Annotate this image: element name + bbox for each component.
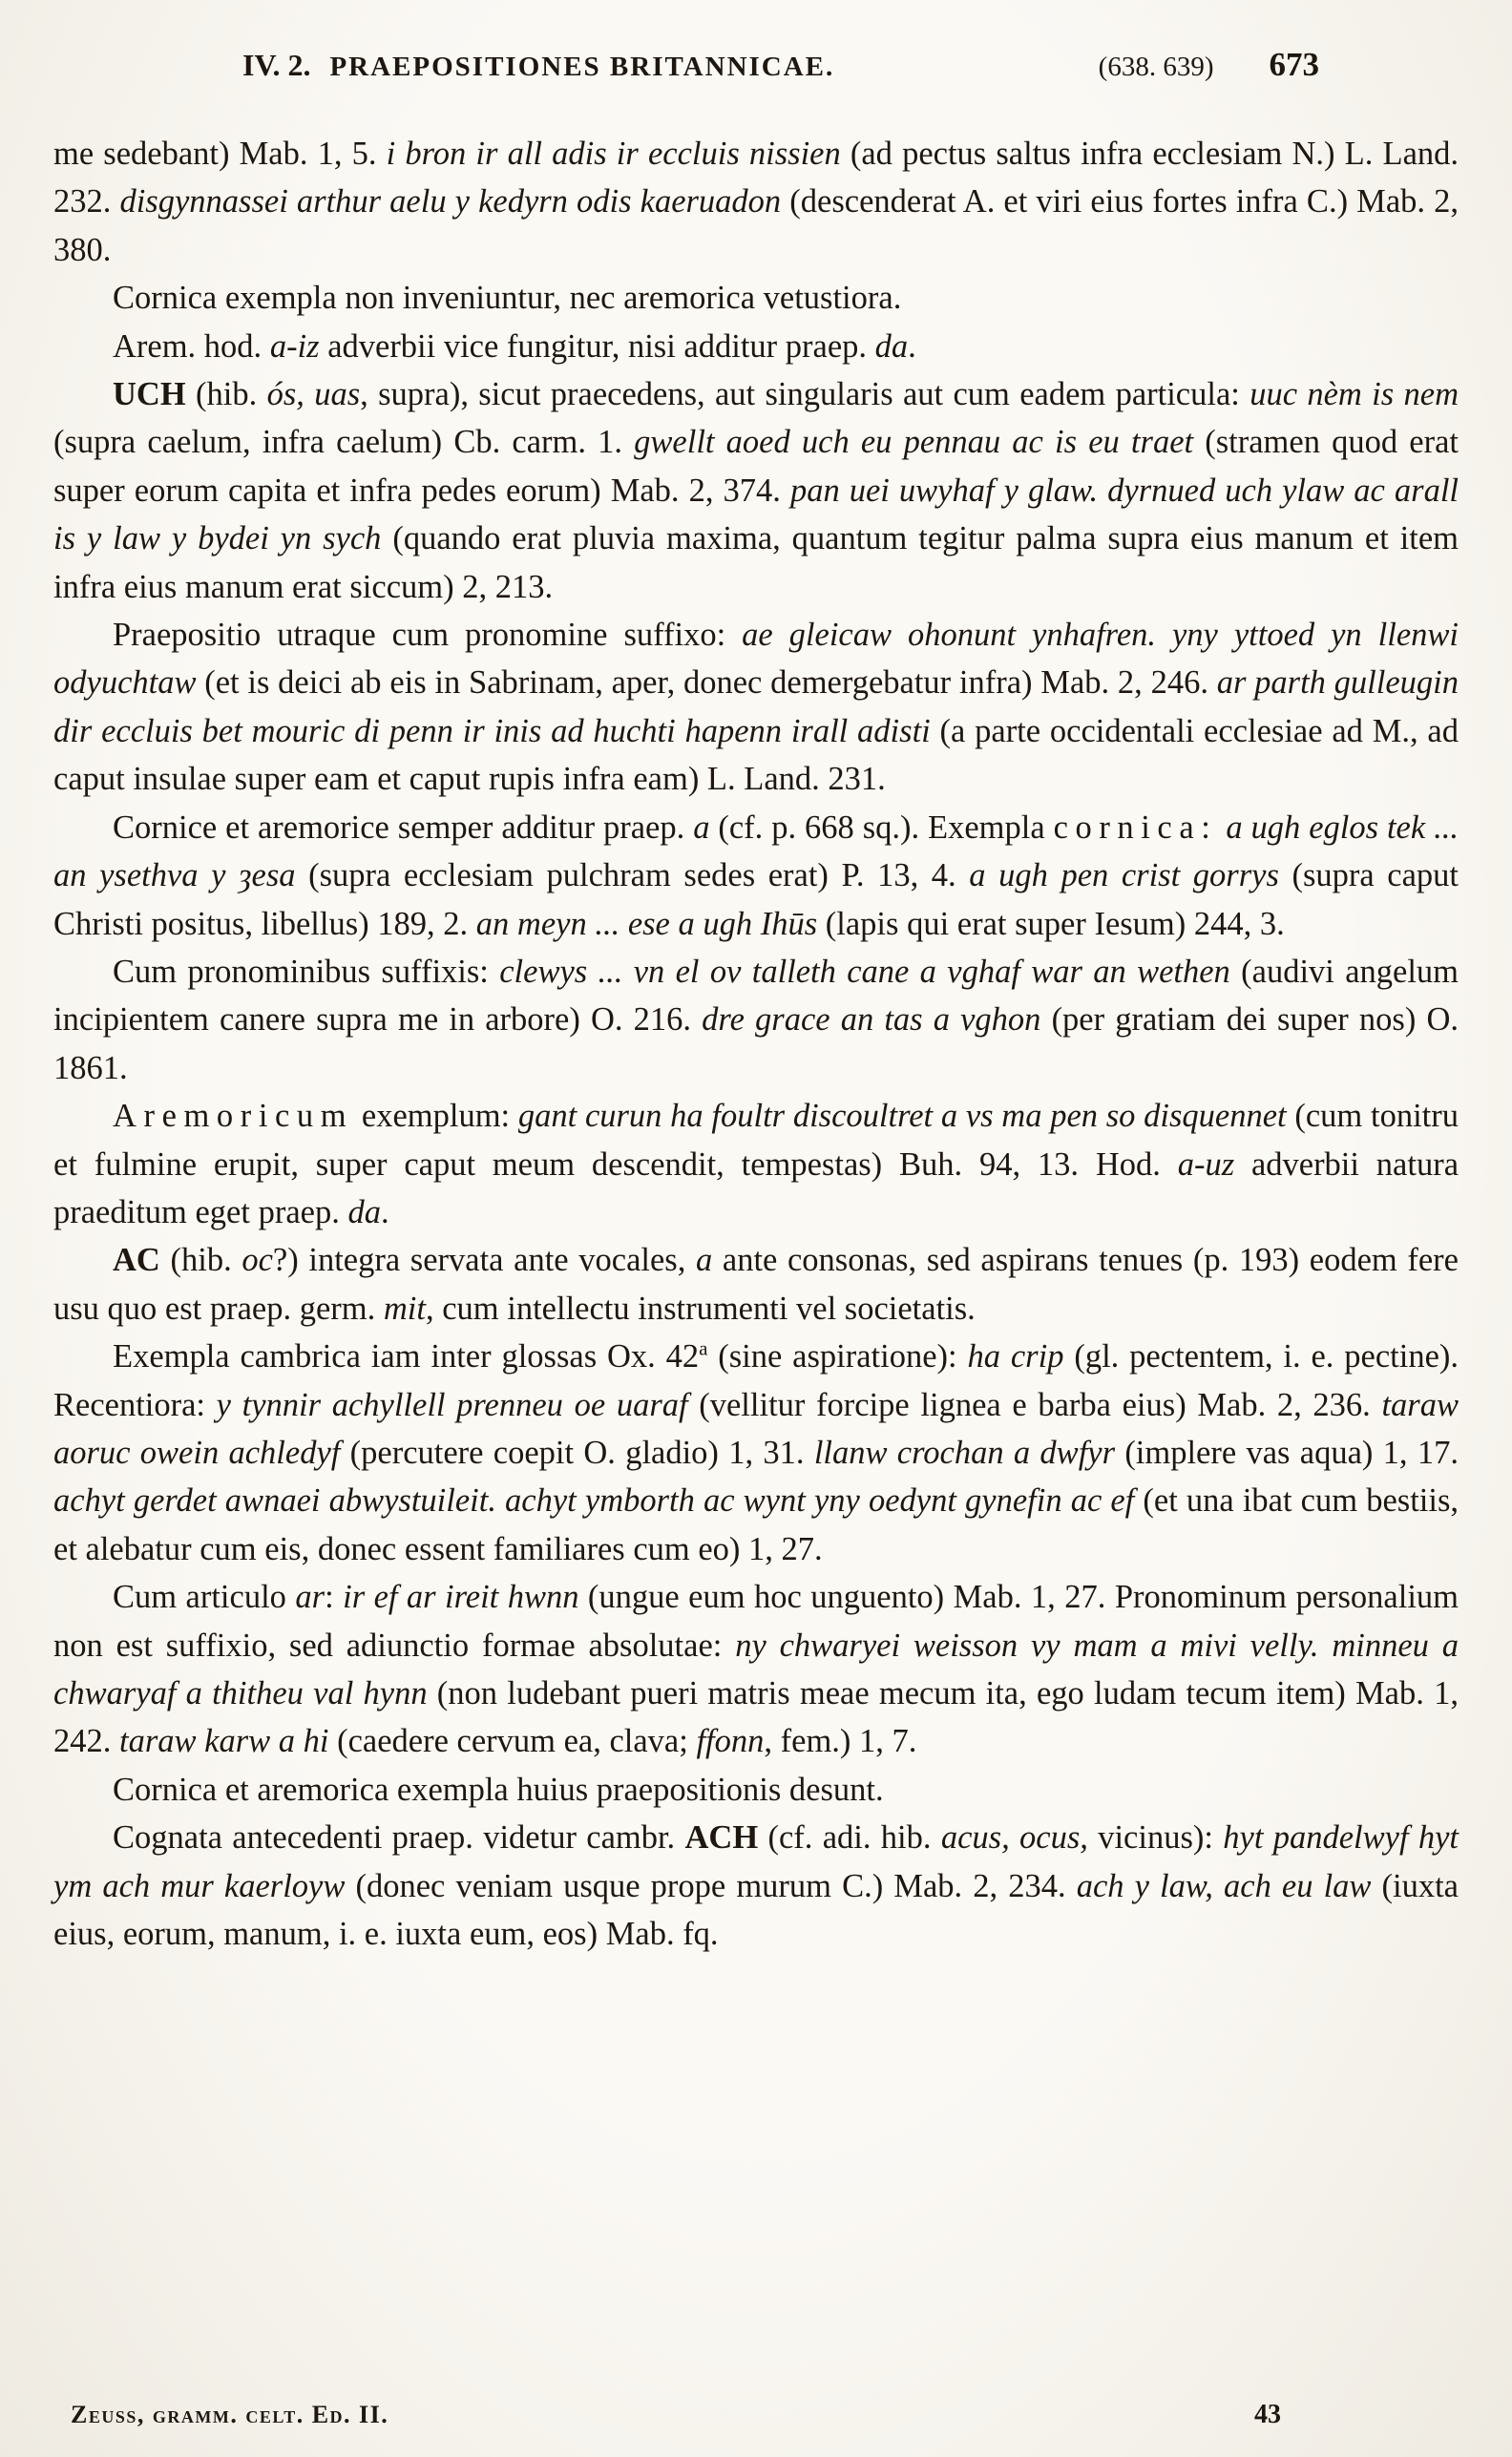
- text-run: (a parte occidentali ecclesiae ad M., ad caput insulae super eam et caput rupis infra eam) L. Land. 231.: [53, 712, 1459, 798]
- text-run: (hib.: [185, 376, 267, 413]
- paragraph: [53, 948, 1459, 1092]
- text-run: ach y law, ach eu law: [1076, 1867, 1372, 1904]
- text-run: gwellt aoed uch eu pennau ac is eu traet: [634, 424, 1194, 461]
- paragraph: [53, 1333, 1459, 1573]
- text-run: (ad pectus saltus infra ecclesiam N.) L. Land. 232.: [53, 136, 1460, 220]
- text-run: :: [325, 1579, 344, 1616]
- text-run: (sine aspiratione):: [707, 1338, 968, 1376]
- text-run: (per gratiam dei super nos) O. 1861.: [53, 1001, 1459, 1086]
- text-run: (non ludebant pueri matris meae mecum ita, ego ludam tecum item) Mab. 1, 242.: [53, 1675, 1459, 1760]
- text-run: Cognata antecedenti praep. videtur cambr.: [113, 1819, 685, 1857]
- text-run: (lapis qui erat super Iesum) 244, 3.: [817, 905, 1285, 942]
- text-run: Praepositio utraque cum pronomine suffixo:: [113, 617, 743, 654]
- paragraph: [53, 1092, 1459, 1236]
- header-pagination: [1099, 46, 1319, 84]
- text-run: y tynnir achyllell prenneu oe uaraf: [216, 1386, 688, 1423]
- text-run: Cum pronominibus suffixis:: [113, 953, 500, 990]
- text-run: (supra caput Christi positus, libellus) 189, 2.: [53, 857, 1459, 942]
- text-run: ny chwaryei weisson vy mam a mivi velly. minneu a chwaryaf a thitheu val hynn: [53, 1627, 1460, 1712]
- paragraph: [53, 274, 1459, 322]
- text-run: acus, ocus,: [940, 1819, 1088, 1857]
- text-run: a ugh eglos tek ... an ysethva y ȝesa: [53, 808, 1459, 894]
- text-run: (vellitur forcipe lignea e barba eius) Mab. 2, 236.: [687, 1386, 1382, 1423]
- text-run: da: [347, 1193, 381, 1230]
- text-run: (quando erat pluvia maxima, quantum tegitur palma supra eius manum et item infra eius manum erat siccum) 2, 213.: [53, 520, 1460, 605]
- text-run: (cum tonitru et fulmine erupit, super caput meum descendit, tempestas) Buh. 94, 13. Hod.: [53, 1098, 1459, 1183]
- text-run: a ugh pen crist gorrys: [969, 857, 1279, 894]
- text-run: ante consonas, sed aspirans tenues (p. 193) eodem fere usu quo est praep. germ.: [53, 1242, 1459, 1327]
- text-run: clewys ... vn el ov talleth cane a vghaf war an wethen: [499, 953, 1230, 990]
- paragraph: [53, 1236, 1459, 1333]
- text-run: ós, uas: [266, 376, 361, 413]
- paragraph: [53, 804, 1459, 948]
- chapter-title: PRAEPOSITIONES BRITANNICAE.: [329, 52, 835, 82]
- text-run: uuc nèm is nem: [1250, 376, 1460, 413]
- text-run: Cornica exempla non inveniuntur, nec aremorica vetustiora.: [113, 280, 902, 317]
- text-run: hyt pandelwyf hyt ym ach mur kaerloyw: [53, 1819, 1459, 1904]
- text-run: (descenderat A. et viri eius fortes infra C.) Mab. 2, 380.: [53, 183, 1459, 268]
- text-run: ?) integra servata ante vocales,: [272, 1242, 696, 1279]
- paragraph: [53, 323, 1459, 370]
- text-run: Cornice et aremorice semper additur praep.: [113, 808, 694, 846]
- text-run: i bron ir all adis ir eccluis nissien: [386, 136, 841, 172]
- text-run: (et is deici ab eis in Sabrinam, aper, donec demergebatur infra) Mab. 2, 246.: [196, 664, 1217, 702]
- text-run: Exempla cambrica iam inter glossas Ox. 42: [113, 1338, 700, 1376]
- paragraph: [53, 1573, 1459, 1766]
- text-run: a: [695, 1242, 713, 1279]
- text-run: , supra), sicut praecedens, aut singularis aut cum eadem particula:: [360, 376, 1250, 413]
- text-run: (et una ibat cum bestiis, et alebatur cum eis, donec essent familiares cum eo) 1, 27.: [53, 1482, 1459, 1567]
- text-run: da: [874, 327, 909, 365]
- text-run: ir ef ar ireit hwnn: [343, 1579, 579, 1616]
- paragraph: [53, 1766, 1459, 1814]
- text-run: vicinus):: [1087, 1819, 1224, 1857]
- text-run: .: [380, 1193, 389, 1230]
- text-run: (cf. p. 668 sq.). Exempla: [709, 808, 1054, 846]
- text-run: me sedebant) Mab. 1, 5.: [53, 136, 387, 172]
- page-footer: [53, 2400, 1459, 2430]
- text-run: ffonn: [696, 1723, 765, 1760]
- text-run: a-iz: [269, 327, 320, 365]
- page-number: 673: [1269, 46, 1319, 83]
- text-run: a: [693, 808, 710, 846]
- text-run: achyt gerdet awnaei abwystuileit. achyt ymborth ac wynt yny oedynt gynefin ac ef: [53, 1482, 1135, 1520]
- text-run: Cum articulo: [113, 1579, 296, 1616]
- text-run: (audivi angelum incipientem canere supra me in arbore) O. 216.: [53, 953, 1459, 1039]
- text-run: pan uei uwyhaf y glaw. dyrnued uch ylaw ac arall is y law y bydei yn sych: [53, 472, 1459, 557]
- text-run: (iuxta eius, eorum, manum, i. e. iuxta eum, eos) Mab. fq.: [53, 1867, 1459, 1953]
- text-run: , fem.) 1, 7.: [764, 1723, 917, 1760]
- text-run: (implere vas aqua) 1, 17.: [1115, 1434, 1459, 1471]
- running-head: [53, 46, 1459, 84]
- text-run: mit: [383, 1290, 426, 1327]
- text-run: Aremoricum: [113, 1098, 354, 1135]
- text-run: ar: [295, 1579, 326, 1616]
- text-run: (cf. adi. hib.: [758, 1819, 941, 1857]
- text-run: Cornica et aremorica exempla huius praepositionis desunt.: [113, 1771, 884, 1808]
- text-run: (stramen quod erat super eorum capita et infra pedes eorum) Mab. 2, 374.: [53, 424, 1459, 509]
- text-run: oc: [242, 1242, 273, 1279]
- text-run: taraw karw a hi: [119, 1723, 329, 1760]
- text-run: adverbii natura praeditum eget praep.: [53, 1145, 1460, 1230]
- text-run: , cum intellectu instrumenti vel societatis.: [425, 1290, 976, 1327]
- text-run: .: [908, 327, 916, 365]
- text-run: AC: [113, 1242, 160, 1279]
- text-run: ha crip: [967, 1338, 1064, 1376]
- text-run: cornica:: [1053, 808, 1218, 846]
- text-run: llanw crochan a dwfyr: [813, 1434, 1116, 1471]
- section-number: IV. 2.: [242, 48, 311, 82]
- text-run: taraw aoruc owein achledyf: [53, 1386, 1459, 1471]
- text-run: (donec veniam usque prope murum C.) Mab. 2, 234.: [345, 1867, 1077, 1904]
- text-run: dre grace an tas a vghon: [702, 1001, 1041, 1039]
- text-run: (percutere coepit O. gladio) 1, 31.: [340, 1434, 814, 1471]
- text-block: [53, 130, 1459, 1958]
- text-run: (supra caelum, infra caelum) Cb. carm. 1.: [53, 424, 635, 461]
- text-run: gant curun ha foultr discoultret a vs ma pen so disquennet: [517, 1098, 1287, 1135]
- text-run: UCH: [113, 376, 186, 413]
- text-run: ar parth gulleugin dir eccluis bet mouric di penn ir inis ad huchti hapenn irall adisti: [53, 664, 1460, 749]
- text-run: (caedere cervum ea, clava;: [328, 1723, 697, 1760]
- text-run: adverbii vice fungitur, nisi additur praep.: [319, 327, 875, 365]
- text-run: ACH: [684, 1819, 759, 1857]
- text-run: (gl. pectentem, i. e. pectine). Recentiora:: [53, 1338, 1460, 1423]
- paragraph: [53, 370, 1459, 611]
- text-run: ae gleicaw ohonunt ynhafren. yny yttoed yn llenwi odyuchtaw: [53, 617, 1459, 702]
- column-numbers: (638. 639): [1098, 52, 1214, 82]
- header-title-group: [242, 48, 834, 83]
- text-run: (ungue eum hoc unguento) Mab. 1, 27. Pronominum personalium non est suffixio, sed adiunctio formae absolutae:: [53, 1579, 1460, 1664]
- text-run: Arem. hod.: [113, 327, 270, 365]
- signature-number: 43: [1254, 2400, 1281, 2429]
- text-run: exemplum:: [353, 1098, 518, 1135]
- text-run: a: [699, 1338, 708, 1360]
- text-run: an meyn ... ese a ugh Ihūs: [475, 905, 818, 942]
- text-run: (supra ecclesiam pulchram sedes erat) P. 13, 4.: [295, 857, 970, 894]
- paragraph: [53, 611, 1459, 804]
- paragraph: [53, 130, 1459, 274]
- paragraph: [53, 1814, 1459, 1958]
- imprint-line: Zeuss, gramm. celt. Ed. II.: [71, 2401, 389, 2428]
- text-run: a-uz: [1177, 1145, 1235, 1183]
- text-run: (hib.: [159, 1242, 242, 1279]
- text-run: disgynnassei arthur aelu y kedyrn odis kaeruadon: [119, 183, 782, 220]
